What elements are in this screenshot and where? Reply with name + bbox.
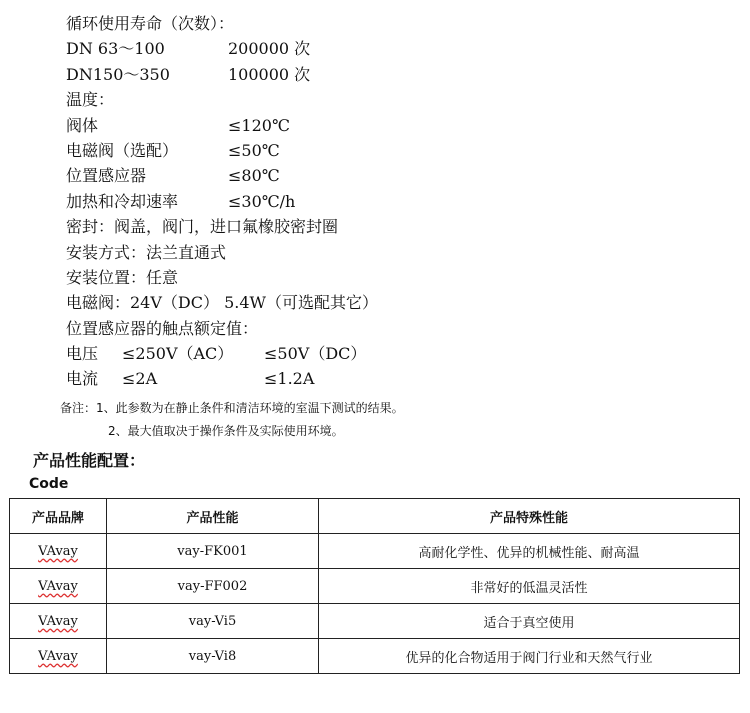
voltage-dc: ≤50V（DC） xyxy=(264,344,367,364)
current-label: 电流 xyxy=(66,369,99,389)
brand-text: VAvay xyxy=(38,543,78,559)
feature-cell: 高耐化学性、优异的机械性能、耐高温 xyxy=(319,534,740,569)
feature-cell: 非常好的低温灵活性 xyxy=(319,569,740,604)
notes-block xyxy=(60,397,404,443)
table-row xyxy=(10,604,740,639)
seal-line: 密封：阀盖，阀门，进口氟橡胶密封圈 xyxy=(66,217,339,237)
temp-row xyxy=(66,189,378,214)
contact-title: 位置感应器的触点额定值： xyxy=(66,318,259,338)
install-position-line: 安装位置：任意 xyxy=(66,267,179,287)
header-brand: 产品品牌 xyxy=(10,499,107,534)
voltage-row xyxy=(66,341,378,366)
cycle-value: 100000 次 xyxy=(228,64,311,84)
brand-cell xyxy=(10,604,107,639)
temp-value: ≤80℃ xyxy=(228,166,280,186)
section-heading: 产品性能配置： xyxy=(33,451,146,470)
table-row xyxy=(10,569,740,604)
voltage-ac: ≤250V（AC） xyxy=(122,344,234,364)
temp-label: 阀体 xyxy=(66,115,99,135)
code-label: Code xyxy=(29,476,69,492)
brand-cell xyxy=(10,639,107,674)
model-cell: vay-Vi5 xyxy=(107,604,319,639)
temp-row xyxy=(66,113,378,138)
brand-text: VAvay xyxy=(38,648,78,664)
cycle-row xyxy=(66,36,378,61)
temp-value: ≤120℃ xyxy=(228,115,290,135)
feature-cell: 优异的化合物适用于阀门行业和天然气行业 xyxy=(319,639,740,674)
cycle-value: 200000 次 xyxy=(228,39,311,59)
model-cell: vay-Vi8 xyxy=(107,639,319,674)
cycle-title: 循环使用寿命（次数）： xyxy=(66,14,235,33)
temp-label: 加热和冷却速率 xyxy=(66,191,179,211)
model-cell: vay-FF002 xyxy=(107,569,319,604)
note-line-1: 备注：1、此参数为在静止条件和清洁环境的室温下测试的结果。 xyxy=(60,401,404,415)
brand-text: VAvay xyxy=(38,578,78,594)
table-header-row xyxy=(10,499,740,534)
temp-value: ≤30℃/h xyxy=(228,191,296,211)
temp-row xyxy=(66,163,378,188)
header-special-performance: 产品特殊性能 xyxy=(319,499,740,534)
temp-row xyxy=(66,138,378,163)
cycle-label: DN 63～100 xyxy=(66,39,165,59)
brand-cell xyxy=(10,534,107,569)
table-row xyxy=(10,534,740,569)
model-cell: vay-FK001 xyxy=(107,534,319,569)
install-method-line: 安装方式：法兰直通式 xyxy=(66,242,227,262)
current-row xyxy=(66,366,378,391)
cycle-label: DN150～350 xyxy=(66,64,170,84)
temp-value: ≤50℃ xyxy=(228,140,280,160)
temp-title: 温度： xyxy=(66,90,115,110)
note-line-2: 2、最大值取决于操作条件及实际使用环境。 xyxy=(108,424,344,438)
voltage-label: 电压 xyxy=(66,344,99,364)
current-dc: ≤1.2A xyxy=(264,369,315,389)
cycle-row xyxy=(66,62,378,87)
temp-label: 电磁阀（选配） xyxy=(66,140,179,160)
spec-block xyxy=(66,11,378,392)
feature-cell: 适合于真空使用 xyxy=(319,604,740,639)
temp-label: 位置感应器 xyxy=(66,166,147,186)
performance-table xyxy=(9,498,740,674)
brand-text: VAvay xyxy=(38,613,78,629)
brand-cell xyxy=(10,569,107,604)
solenoid-line: 电磁阀：24V（DC） 5.4W（可选配其它） xyxy=(66,293,378,313)
table-row xyxy=(10,639,740,674)
current-ac: ≤2A xyxy=(122,369,158,389)
header-performance: 产品性能 xyxy=(107,499,319,534)
